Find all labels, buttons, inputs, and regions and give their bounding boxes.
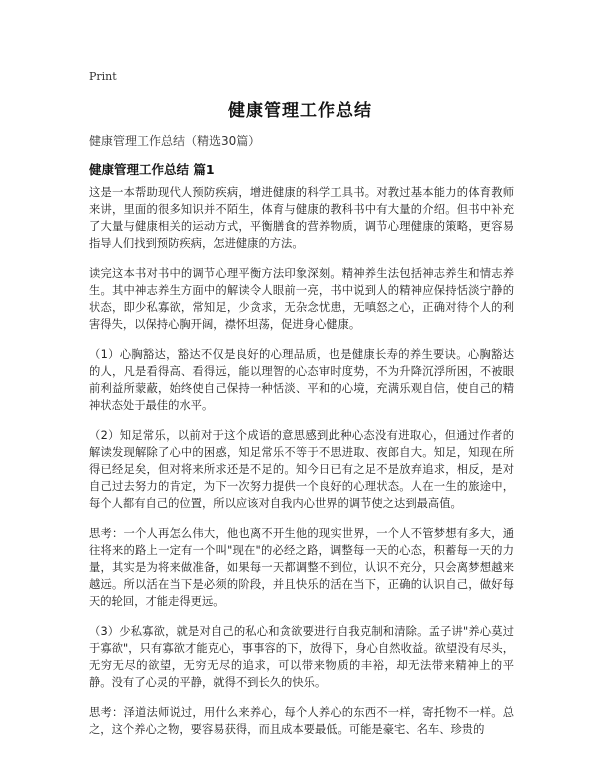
paragraph-7: 思考：泽道法师说过，用什么来养心，每个人养心的东西不一样，寄托物不一样。总之，这个养心之物，要容易获得，而且成本要最低。可能是豪宅、名车、珍贵的 xyxy=(89,706,514,736)
paragraph-2: 读完这本书对书中的调节心理平衡方法印象深刻。精神养生法包括神志养生和情志养生。其中神志养生方面中的解读令人眼前一亮，书中说到人的精神应保持恬淡宁静的状态，即少私寡欲，常知足，少贪求，无杂念忧患，无嗔怒之心，正确对待个人的利害得失，以保持心胸开阔，襟怀坦荡，促进身心健康。 xyxy=(89,267,514,331)
paragraph-5: 思考：一个人再怎么伟大，他也离不开生他的现实世界，一个人不管梦想有多大，通往将来的路上一定有一个叫"现在"的必经之路，调整每一天的心态，积蓄每一天的力量，其实是为将来做准备，如果每一天都调整不到位，认识不充分，只会离梦想越来越远。所以活在当下是必须的阶段，并且快乐的活在当下，正确的认识自己，做好每天的轮回，才能走得更远。 xyxy=(89,527,514,608)
paragraph-1: 这是一本帮助现代人预防疾病，增进健康的科学工具书。对教过基本能力的体育教师来讲，里面的很多知识并不陌生，体育与健康的教科书中有大量的介绍。但书中补充了大量与健康相关的运动方式，平衡膳食的营养物质，调节心理健康的策略，更容易指导人们找到预防疾病，怎进健康的方法。 xyxy=(89,186,514,250)
paragraph-6: （3）少私寡欲，就是对自己的私心和贪欲要进行自我克制和清除。孟子讲"养心莫过于寡欲"，只有寡欲才能克心，事事容的下，放得下，身心自然收益。欲望没有尽头，无穷无尽的欲望，无穷无尽的追求，可以带来物质的丰裕，却无法带来精神上的平静。没有了心灵的平静，就得不到长久的快乐。 xyxy=(89,625,514,689)
page-title: 健康管理工作总结 xyxy=(228,101,372,121)
document-body xyxy=(89,184,514,751)
section-heading: 健康管理工作总结 篇1 xyxy=(89,162,215,177)
document-subtitle: 健康管理工作总结（精选30篇） xyxy=(89,134,261,148)
paragraph-3: （1）心胸豁达，豁达不仅是良好的心理品质，也是健康长寿的养生要诀。心胸豁达的人，凡是看得高、看得远，能以理智的心态审时度势，不为升降沉浮所困，不被眼前利益所蒙蔽，始终使自己保持一种恬淡、平和的心境，充满乐观自信，使自己的精神状态处于最佳的水平。 xyxy=(89,348,514,412)
paragraph-4: （2）知足常乐，以前对于这个成语的意思感到此种心态没有进取心，但通过作者的解读发现解除了心中的困惑，知足常乐不等于不思进取、夜郎自大。知足，知现在所得已经足矣，但对将来所求还是不足的。知今日已有之足不是放弃追求，相反，是对自己过去努力的肯定，为下一次努力提供一个良好的心理状态。人在一生的旅途中，每个人都有自己的位置，所以应该对自我内心世界的调节使之达到最高值。 xyxy=(89,429,514,510)
print-label: Print xyxy=(89,70,117,83)
